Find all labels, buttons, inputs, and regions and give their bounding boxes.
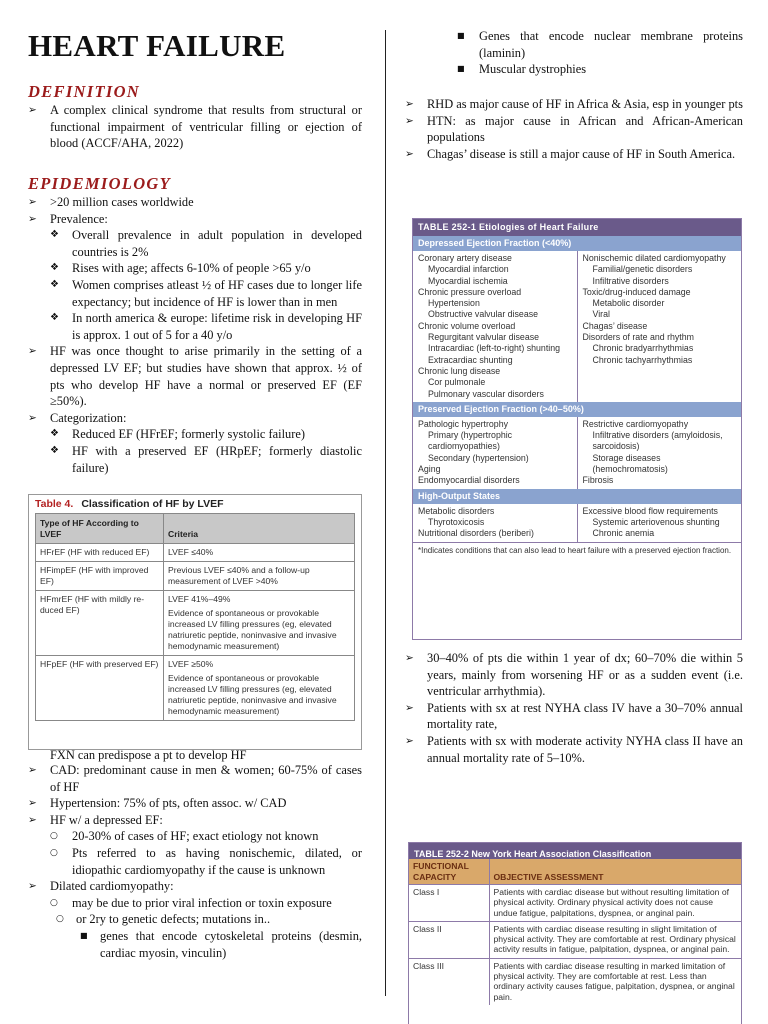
prognosis-item: ➢ 30–40% of pts die within 1 year of dx; 60–70% die within 5 years, mainly from worsening HF or as a sudden event (i.e. ventricular arrhythmia). (405, 650, 743, 700)
etiology-item: Infiltrative disorders (amyloidosis, sarcoidosis) (592, 430, 723, 452)
nyha-class-cell: Class I (409, 885, 489, 922)
prognosis-item: ➢ Patients with sx at rest NYHA class IV have a 30–70% annual mortality rate, (405, 700, 743, 733)
etiology-item: Extracardiac shunting (428, 354, 513, 365)
categorization-item: ❖ HF with a preserved EF (HRpEF; formerly diastolic failure) (28, 443, 362, 476)
table2521-footnote: *Indicates conditions that can also lead to heart failure with a preserved ejection fraction. (413, 542, 741, 559)
etiology-item: Hypertension (428, 298, 480, 309)
etiology-item: Primary (hypertrophic cardiomyopathies) (428, 430, 513, 452)
etiology-item: Secondary (hypertension) (428, 452, 529, 463)
criteria-cell (164, 656, 355, 721)
criteria-cell (164, 591, 355, 656)
rhd-item: ➢ RHD as major cause of HF in Africa & Asia, esp in younger pts (405, 96, 743, 113)
muscular-dystrophy-item: ■ Muscular dystrophies (405, 61, 743, 78)
table-row (36, 656, 355, 721)
etiology-item: Chronic pressure overload (418, 286, 522, 297)
etiology-item: Chagas’ disease (582, 320, 648, 331)
table4-header-criteria: Criteria (164, 514, 355, 544)
table-row (36, 544, 355, 562)
etiology-item: Regurgitant valvular disease (428, 332, 540, 343)
column-divider (385, 30, 386, 996)
dilated-cm-item: ➢ Dilated cardiomyopathy: (28, 878, 362, 895)
table4-caption: Classification of HF by LVEF (81, 498, 224, 510)
prevalence-item: ❖ Rises with age; affects 6-10% of people >65 y/o (28, 260, 362, 277)
etiology-item: Familial/genetic disorders (592, 264, 693, 275)
table2521-title: TABLE 252-1 Etiologies of Heart Failure (413, 219, 741, 236)
chagas-item: ➢ Chagas’ disease is still a major cause of HF in South America. (405, 146, 743, 163)
etiology-item: Nutritional disorders (beriberi) (418, 528, 534, 539)
criteria-main: LVEF ≤40% (168, 547, 214, 557)
right-top-list (405, 28, 743, 78)
etiology-item: Excessive blood flow requirements (582, 505, 718, 516)
definition-text: ➢ A complex clinical syndrome that results from structural or functional impairment of ventricular filling or ejection of blood (ACCF/AHA, 2022) (28, 102, 362, 152)
prevalence-item: ❖ Women comprises atleast ½ of HF cases due to longer life expectancy; but incidence of HF is lower than in men (28, 277, 362, 310)
section-right-column (577, 417, 742, 489)
etiology-item: Obstructive valvular disease (428, 309, 539, 320)
htn-africa-item: ➢ HTN: as major cause in African and African-American populations (405, 113, 743, 146)
genes-nuclear-item: ■ Genes that encode nuclear membrane proteins (laminin) (405, 28, 743, 61)
table-row (409, 885, 741, 922)
hf-thought-item: ➢ HF was once thought to arise primarily in the setting of a depressed LV EF; but studies have shown that approx. ½ of pts who develop HF have a normal or preserved EF (EF ≥50%). (28, 343, 362, 409)
criteria-detail: Evidence of spontaneous or provokable increased LV filling pressures (eg, elevated natriuretic peptide, noninvasive and invasive hemodynamic measurement) (168, 673, 337, 716)
etiology-item: Pulmonary vascular disorders (428, 388, 544, 399)
etiology-item: Disorders of rate and rhythm (582, 332, 694, 343)
partial-line: FXN can predispose a pt to develop HF (50, 748, 247, 762)
section-left-column (413, 251, 577, 402)
section-left-column (413, 417, 577, 489)
etiology-list (28, 747, 362, 961)
prognosis-item: ➢ Patients with sx with moderate activity NYHA class II have an annual mortality rate of 5–10%. (405, 733, 743, 766)
lvef-classification-table (28, 494, 362, 750)
etiology-item: Myocardial infarction (428, 264, 509, 275)
nyha-description-cell: Patients with cardiac disease resulting in marked limitation of physical activity. They are comfortable at rest. Less than ordinary activity causes fatigue, palpitation, dyspnea, or anginal pain. (489, 958, 741, 1005)
table4-number: Table 4. (35, 498, 74, 510)
geographic-causes-list (405, 96, 743, 162)
cad-item: ➢ CAD: predominant cause in men & women; 60-75% of cases of HF (28, 762, 362, 795)
section-left-column (413, 504, 577, 542)
prevalence-item: ❖ In north america & europe: lifetime risk in developing HF is approx. 1 out of 5 for a 40 y/o (28, 310, 362, 343)
depressed-ef-subitem: ○ Pts referred to as having nonischemic, dilated, or idiopathic cardiomyopathy if the cause is unknown (28, 845, 362, 878)
etiology-item: Cor pulmonale (428, 377, 486, 388)
prevalence-label: ➢ Prevalence: (28, 211, 362, 228)
table-row (36, 591, 355, 656)
hf-type-cell: HFmrEF (HF with mildly re-duced EF) (36, 591, 164, 656)
htn-item: ➢ Hypertension: 75% of pts, often assoc. w/ CAD (28, 795, 362, 812)
criteria-detail: Evidence of spontaneous or provokable increased LV filling pressures (eg, elevated natriuretic peptide, noninvasive and invasive hemodynamic measurement) (168, 608, 337, 651)
etiology-item: Thyrotoxicosis (428, 516, 485, 527)
definition-section (28, 82, 362, 152)
section-grid (413, 504, 741, 542)
criteria-main: LVEF ≥50% (168, 659, 214, 669)
etiology-item: Aging (418, 464, 441, 475)
etiology-item: Metabolic disorders (418, 505, 495, 516)
table4-title (29, 495, 361, 513)
nyha-class-cell: Class II (409, 921, 489, 958)
page-title: HEART FAILURE (28, 28, 286, 63)
etiology-item: Chronic lung disease (418, 365, 501, 376)
etiology-item: Endomyocardial disorders (418, 475, 520, 486)
etiology-item: Myocardial ischemia (428, 275, 508, 286)
etiology-item: Pathologic hypertrophy (418, 418, 508, 429)
etiology-item: Chronic tachyarrhythmias (592, 354, 693, 365)
prognosis-list (405, 650, 743, 766)
etiology-item: Systemic arteriovenous shunting (592, 516, 720, 527)
dilated-cm-subitem: ○ may be due to prior viral infection or toxin exposure (28, 895, 362, 912)
cases-item: ➢ >20 million cases worldwide (28, 194, 362, 211)
etiology-item: Metabolic disorder (592, 298, 665, 309)
etiology-item: Storage diseases (hemochromatosis) (592, 452, 668, 475)
hf-type-cell: HFimpEF (HF with improved EF) (36, 562, 164, 591)
section-heading: Preserved Ejection Fraction (>40–50%) (413, 402, 741, 417)
etiology-item: Infiltrative disorders (592, 275, 669, 286)
etiology-item: Viral (592, 309, 610, 320)
section-right-column (577, 504, 742, 542)
etiology-item: Chronic volume overload (418, 320, 516, 331)
definition-heading: DEFINITION (28, 82, 141, 101)
criteria-main: LVEF 41%–49% (168, 594, 231, 604)
table2522-title: TABLE 252-2 New York Heart Association Classification (409, 843, 741, 859)
section-grid (413, 251, 741, 402)
nyha-description-cell: Patients with cardiac disease but without resulting limitation of physical activity. Ordinary physical activity does not cause undue fatigue, palpitations, dyspnea, or anginal pain. (489, 885, 741, 922)
criteria-cell (164, 544, 355, 562)
etiology-item: Nonischemic dilated cardiomyopathy (582, 253, 726, 263)
epidemiology-section (28, 174, 362, 476)
table-row (409, 921, 741, 958)
table4-header-type: Type of HF According to LVEF (36, 514, 164, 544)
depressed-ef-item: ➢ HF w/ a depressed EF: (28, 812, 362, 829)
genes-cytoskeletal-item: ■ genes that encode cytoskeletal proteins (desmin, cardiac myosin, vinculin) (28, 928, 362, 961)
section-heading: High-Output States (413, 489, 741, 504)
etiology-item: Chronic bradyarrhythmias (592, 343, 694, 354)
etiology-item: Intracardiac (left-to-right) shunting (428, 343, 561, 354)
categorization-item: ❖ Reduced EF (HFrEF; formerly systolic failure) (28, 426, 362, 443)
depressed-ef-subitem: ○ 20-30% of cases of HF; exact etiology not known (28, 828, 362, 845)
criteria-cell (164, 562, 355, 591)
etiology-item: Toxic/drug-induced damage (582, 286, 691, 297)
table-row (409, 958, 741, 1005)
section-heading: Depressed Ejection Fraction (<40%) (413, 236, 741, 251)
nyha-classification-table (408, 842, 742, 1024)
hf-type-cell: HFpEF (HF with preserved EF) (36, 656, 164, 721)
nyha-header-assessment: OBJECTIVE ASSESSMENT (489, 859, 741, 885)
nyha-header-capacity: FUNCTIONAL CAPACITY (409, 859, 489, 885)
etiology-item: Fibrosis (582, 475, 614, 486)
etiology-item: Coronary artery disease (418, 253, 512, 263)
dilated-cm-subitem: ○ or 2ry to genetic defects; mutations in.. (28, 911, 362, 928)
nyha-description-cell: Patients with cardiac disease resulting in slight limitation of physical activity. They are comfortable at rest. Ordinary physical activity results in fatigue, palpitation, dyspnea, or anginal pain. (489, 921, 741, 958)
etiologies-table (412, 218, 742, 640)
hf-type-cell: HFrEF (HF with reduced EF) (36, 544, 164, 562)
section-right-column (577, 251, 742, 402)
epidemiology-heading: EPIDEMIOLOGY (28, 174, 172, 193)
section-grid (413, 417, 741, 489)
criteria-main: Previous LVEF ≤40% and a follow-up measurement of LVEF >40% (168, 565, 310, 586)
categorization-label: ➢ Categorization: (28, 410, 362, 427)
etiology-item: Restrictive cardiomyopathy (582, 418, 689, 429)
table-row (36, 562, 355, 591)
nyha-class-cell: Class III (409, 958, 489, 1005)
prevalence-item: ❖ Overall prevalence in adult population in developed countries is 2% (28, 227, 362, 260)
etiology-item: Chronic anemia (592, 528, 655, 539)
